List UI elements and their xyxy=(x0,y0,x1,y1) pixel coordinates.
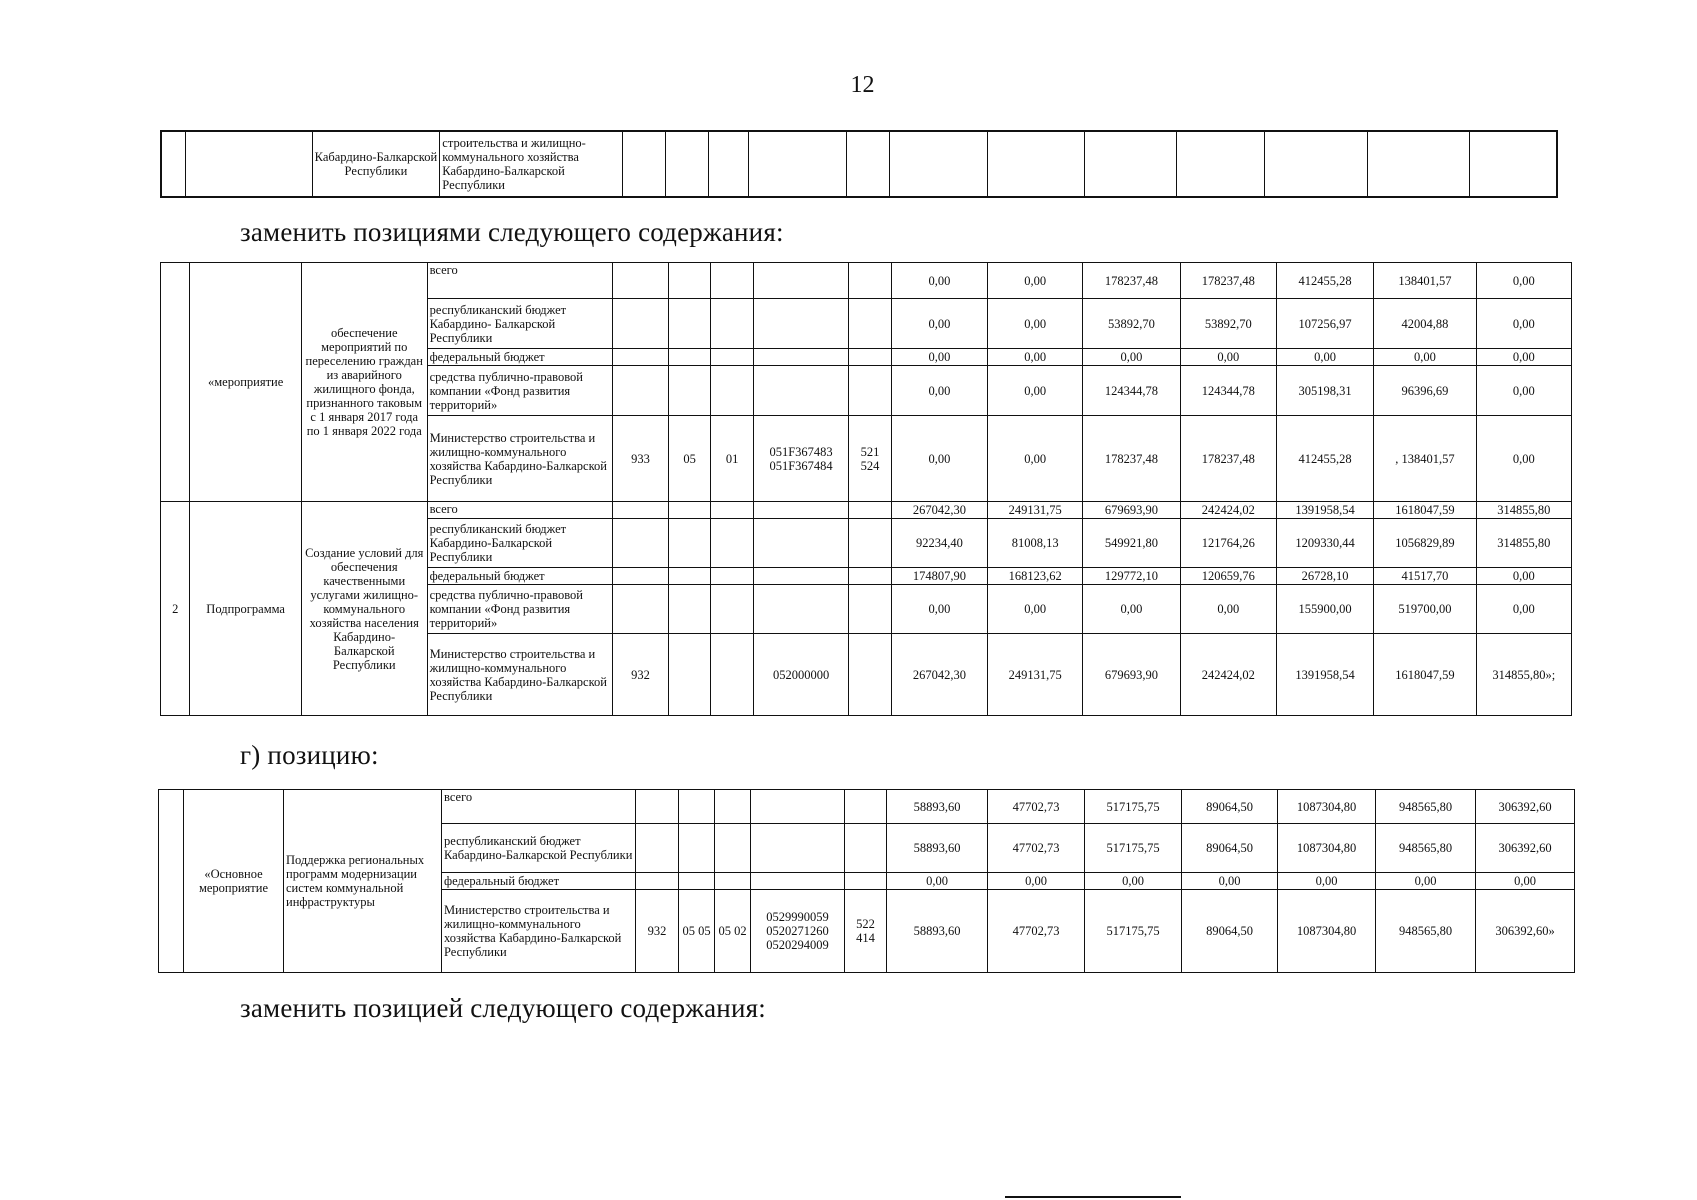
cell-source: Министерство строительства и жилищно-коммунального хозяйства Кабардино-Балкарской Республики xyxy=(427,634,612,716)
cell-value: 0,00 xyxy=(988,299,1083,349)
cell-value: 178237,48 xyxy=(1083,416,1180,502)
cell-rz xyxy=(668,349,711,366)
cell-pr xyxy=(711,263,754,299)
cell-value: 0,00 xyxy=(988,263,1083,299)
cell-pr xyxy=(711,519,754,568)
cell-source: республиканский бюджет Кабардино-Балкарской Республики xyxy=(427,519,612,568)
cell-vr xyxy=(849,263,892,299)
heading-replace-positions: заменить позициями следующего содержания: xyxy=(240,217,784,247)
cell-value: 314855,80 xyxy=(1476,519,1571,568)
cell-value: 948565,80 xyxy=(1376,890,1476,973)
cell-value: 679693,90 xyxy=(1083,634,1180,716)
cell-type: «Основное мероприятие xyxy=(184,790,284,973)
cell-rz xyxy=(668,519,711,568)
cell-value: 129772,10 xyxy=(1083,568,1180,585)
cell-value: 0,00 xyxy=(891,585,987,634)
cell-pr: 01 xyxy=(711,416,754,502)
cell-value: 679693,90 xyxy=(1083,502,1180,519)
heading-replace-position: заменить позицией следующего содержания: xyxy=(240,993,766,1023)
cell-value: 0,00 xyxy=(1278,873,1376,890)
cell-value: 0,00 xyxy=(891,299,987,349)
table-fragment-top xyxy=(160,130,1558,198)
cell xyxy=(1367,131,1469,197)
cell-value: 178237,48 xyxy=(1180,416,1276,502)
cell-value: 249131,75 xyxy=(988,634,1083,716)
cell-value: 1618047,59 xyxy=(1374,502,1476,519)
cell xyxy=(666,131,709,197)
cell-value: 267042,30 xyxy=(891,502,987,519)
cell-vr: 521 524 xyxy=(849,416,892,502)
cell-source: строительства и жилищно-коммунального хозяйства Кабардино-Балкарской Республики xyxy=(440,131,622,197)
cell-value: 0,00 xyxy=(891,416,987,502)
cell-source: федеральный бюджет xyxy=(427,568,612,585)
cell-grbs: 932 xyxy=(636,890,679,973)
cell-value: 124344,78 xyxy=(1180,366,1276,416)
cell-grbs xyxy=(636,824,679,873)
cell-value: 1391958,54 xyxy=(1276,634,1373,716)
cell-value: 0,00 xyxy=(891,263,987,299)
cell-value: 178237,48 xyxy=(1180,263,1276,299)
cell-csr xyxy=(753,349,848,366)
cell-vr xyxy=(849,519,892,568)
cell-value: 81008,13 xyxy=(988,519,1083,568)
cell-value: 948565,80 xyxy=(1376,824,1476,873)
cell-vr xyxy=(849,568,892,585)
cell-grbs xyxy=(613,568,669,585)
cell-value: 178237,48 xyxy=(1083,263,1180,299)
cell-number xyxy=(159,790,184,973)
cell-vr xyxy=(849,502,892,519)
cell-vr xyxy=(849,299,892,349)
footer-rule xyxy=(1005,1196,1181,1198)
cell-value: 47702,73 xyxy=(988,890,1085,973)
cell xyxy=(708,131,749,197)
cell xyxy=(1177,131,1265,197)
cell-value: 305198,31 xyxy=(1276,366,1373,416)
cell-vr xyxy=(849,585,892,634)
cell-csr xyxy=(751,824,845,873)
cell-grbs xyxy=(613,299,669,349)
cell-value: 517175,75 xyxy=(1085,824,1182,873)
cell-value: 412455,28 xyxy=(1276,416,1373,502)
cell-value: 138401,57 xyxy=(1374,263,1476,299)
cell-source: Министерство строительства и жилищно-коммунального хозяйства Кабардино-Балкарской Республики xyxy=(427,416,612,502)
cell-value: 0,00 xyxy=(1182,873,1278,890)
table-replacement xyxy=(160,262,1572,716)
cell-value: 249131,75 xyxy=(988,502,1083,519)
cell-value: 89064,50 xyxy=(1182,790,1278,824)
cell-value: 1618047,59 xyxy=(1374,634,1476,716)
cell-name: Поддержка региональных программ модернизации систем коммунальной инфраструктуры xyxy=(284,790,442,973)
cell-pr xyxy=(715,824,751,873)
cell-rz xyxy=(668,634,711,716)
cell-value: 314855,80 xyxy=(1476,502,1571,519)
cell-value: 0,00 xyxy=(1476,263,1571,299)
cell-vr: 522 414 xyxy=(845,890,887,973)
cell-source: федеральный бюджет xyxy=(427,349,612,366)
cell-value: 242424,02 xyxy=(1180,502,1276,519)
cell-value: 0,00 xyxy=(988,416,1083,502)
cell-value: 89064,50 xyxy=(1182,824,1278,873)
cell-source: всего xyxy=(427,263,612,299)
cell-pr xyxy=(711,299,754,349)
cell-name: обеспечение мероприятий по переселению граждан из аварийного жилищного фонда, признанного таковым с 1 января 2017 года по 1 января 2022 года xyxy=(301,263,427,502)
cell xyxy=(1265,131,1367,197)
cell-value: 1087304,80 xyxy=(1278,790,1376,824)
cell-value: 306392,60» xyxy=(1476,890,1575,973)
cell-grbs xyxy=(613,366,669,416)
cell-value: 53892,70 xyxy=(1180,299,1276,349)
cell xyxy=(161,131,185,197)
cell-value: 0,00 xyxy=(1476,568,1571,585)
cell-value: , 138401,57 xyxy=(1374,416,1476,502)
cell-value: 155900,00 xyxy=(1276,585,1373,634)
cell-vr xyxy=(845,873,887,890)
page-number: 12 xyxy=(850,72,875,98)
cell-number: 2 xyxy=(161,502,190,716)
cell-csr: 052000000 xyxy=(753,634,848,716)
cell-csr xyxy=(753,502,848,519)
cell-pr xyxy=(711,349,754,366)
cell-rz xyxy=(679,873,715,890)
cell xyxy=(749,131,846,197)
cell-csr xyxy=(753,299,848,349)
cell-pr xyxy=(711,585,754,634)
cell-value: 0,00 xyxy=(1476,873,1575,890)
cell-value: 306392,60 xyxy=(1476,824,1575,873)
cell-value: 0,00 xyxy=(891,366,987,416)
cell-grbs xyxy=(613,263,669,299)
cell xyxy=(622,131,666,197)
cell-value: 58893,60 xyxy=(887,790,988,824)
cell-value: 42004,88 xyxy=(1374,299,1476,349)
cell-pr xyxy=(715,873,751,890)
heading-item-g: г) позицию: xyxy=(240,740,379,770)
cell-value: 1087304,80 xyxy=(1278,890,1376,973)
cell-pr xyxy=(715,790,751,824)
cell-value: 96396,69 xyxy=(1374,366,1476,416)
cell-grbs xyxy=(613,502,669,519)
cell-value: 0,00 xyxy=(1083,349,1180,366)
cell-value: 47702,73 xyxy=(988,824,1085,873)
cell-rz: 05 xyxy=(668,416,711,502)
cell-rz xyxy=(679,790,715,824)
cell-value: 107256,97 xyxy=(1276,299,1373,349)
cell-value: 0,00 xyxy=(988,349,1083,366)
cell-value: 124344,78 xyxy=(1083,366,1180,416)
cell-csr xyxy=(753,585,848,634)
table-row xyxy=(161,263,1572,299)
cell-grbs xyxy=(613,519,669,568)
cell-csr xyxy=(753,263,848,299)
cell-rz: 05 05 xyxy=(679,890,715,973)
cell xyxy=(890,131,987,197)
table-row xyxy=(161,502,1572,519)
cell-executor: Кабардино-Балкарской Республики xyxy=(312,131,440,197)
cell-value: 0,00 xyxy=(1476,416,1571,502)
cell-value: 0,00 xyxy=(988,585,1083,634)
cell-rz xyxy=(668,585,711,634)
cell-pr xyxy=(711,568,754,585)
cell-source: Министерство строительства и жилищно-коммунального хозяйства Кабардино-Балкарской Республики xyxy=(442,890,636,973)
cell-vr xyxy=(849,349,892,366)
cell-source: средства публично-правовой компании «Фонд развития территорий» xyxy=(427,585,612,634)
cell xyxy=(1084,131,1176,197)
cell-csr xyxy=(753,366,848,416)
cell-value: 1056829,89 xyxy=(1374,519,1476,568)
cell-value: 174807,90 xyxy=(891,568,987,585)
cell-csr xyxy=(751,873,845,890)
cell-vr xyxy=(845,790,887,824)
cell-csr xyxy=(753,519,848,568)
cell-pr: 05 02 xyxy=(715,890,751,973)
cell-value: 517175,75 xyxy=(1085,790,1182,824)
cell-source: всего xyxy=(427,502,612,519)
cell-value: 0,00 xyxy=(1083,585,1180,634)
cell-vr xyxy=(849,366,892,416)
cell xyxy=(846,131,890,197)
cell-grbs: 932 xyxy=(613,634,669,716)
cell-number xyxy=(161,263,190,502)
cell-value: 168123,62 xyxy=(988,568,1083,585)
cell-value: 948565,80 xyxy=(1376,790,1476,824)
cell xyxy=(1470,131,1557,197)
cell-vr xyxy=(849,634,892,716)
cell-name: Создание условий для обеспечения качественными услугами жилищно-коммунального хозяйства населения Кабардино-Балкарской Республики xyxy=(301,502,427,716)
cell-value: 89064,50 xyxy=(1182,890,1278,973)
cell-value: 0,00 xyxy=(988,366,1083,416)
cell-rz xyxy=(668,263,711,299)
cell-value: 0,00 xyxy=(1085,873,1182,890)
cell-pr xyxy=(711,634,754,716)
cell-rz xyxy=(668,366,711,416)
cell-rz xyxy=(668,299,711,349)
cell-value: 0,00 xyxy=(1476,349,1571,366)
cell-value: 0,00 xyxy=(1476,585,1571,634)
cell-value: 0,00 xyxy=(1476,366,1571,416)
cell-rz xyxy=(668,502,711,519)
cell-value: 412455,28 xyxy=(1276,263,1373,299)
cell-type: Подпрограмма xyxy=(190,502,302,716)
table-row xyxy=(161,131,1557,197)
cell-value: 0,00 xyxy=(988,873,1085,890)
cell-source: федеральный бюджет xyxy=(442,873,636,890)
table-row xyxy=(159,790,1575,824)
cell-value: 58893,60 xyxy=(887,824,988,873)
cell-value: 267042,30 xyxy=(891,634,987,716)
cell-value: 1209330,44 xyxy=(1276,519,1373,568)
cell-source: средства публично-правовой компании «Фонд развития территорий» xyxy=(427,366,612,416)
cell xyxy=(185,131,312,197)
cell-value: 0,00 xyxy=(1276,349,1373,366)
cell-value: 41517,70 xyxy=(1374,568,1476,585)
cell-grbs xyxy=(636,790,679,824)
cell-value: 517175,75 xyxy=(1085,890,1182,973)
cell xyxy=(987,131,1084,197)
table-position-g xyxy=(158,789,1575,973)
cell-vr xyxy=(845,824,887,873)
cell-value: 0,00 xyxy=(1376,873,1476,890)
cell-rz xyxy=(679,824,715,873)
cell-pr xyxy=(711,366,754,416)
cell-value: 0,00 xyxy=(1476,299,1571,349)
cell-value: 549921,80 xyxy=(1083,519,1180,568)
cell-grbs: 933 xyxy=(613,416,669,502)
cell-value: 1391958,54 xyxy=(1276,502,1373,519)
cell-value: 242424,02 xyxy=(1180,634,1276,716)
cell-value: 519700,00 xyxy=(1374,585,1476,634)
cell-value: 306392,60 xyxy=(1476,790,1575,824)
cell-value: 121764,26 xyxy=(1180,519,1276,568)
cell-grbs xyxy=(636,873,679,890)
cell-rz xyxy=(668,568,711,585)
cell-value: 0,00 xyxy=(891,349,987,366)
cell-value: 92234,40 xyxy=(891,519,987,568)
cell-value: 26728,10 xyxy=(1276,568,1373,585)
cell-value: 0,00 xyxy=(1180,585,1276,634)
cell-source: республиканский бюджет Кабардино- Балкарской Республики xyxy=(427,299,612,349)
cell-value: 47702,73 xyxy=(988,790,1085,824)
cell-grbs xyxy=(613,349,669,366)
cell-type: «мероприятие xyxy=(190,263,302,502)
cell-pr xyxy=(711,502,754,519)
cell-value: 120659,76 xyxy=(1180,568,1276,585)
cell-value: 1087304,80 xyxy=(1278,824,1376,873)
cell-grbs xyxy=(613,585,669,634)
cell-value: 314855,80»; xyxy=(1476,634,1571,716)
cell-source: республиканский бюджет Кабардино-Балкарской Республики xyxy=(442,824,636,873)
cell-value: 0,00 xyxy=(887,873,988,890)
cell-csr: 0529990059 0520271260 0520294009 xyxy=(751,890,845,973)
cell-value: 0,00 xyxy=(1374,349,1476,366)
cell-source: всего xyxy=(442,790,636,824)
cell-value: 53892,70 xyxy=(1083,299,1180,349)
cell-csr xyxy=(751,790,845,824)
cell-csr: 051F367483 051F367484 xyxy=(753,416,848,502)
cell-csr xyxy=(753,568,848,585)
cell-value: 58893,60 xyxy=(887,890,988,973)
cell-value: 0,00 xyxy=(1180,349,1276,366)
